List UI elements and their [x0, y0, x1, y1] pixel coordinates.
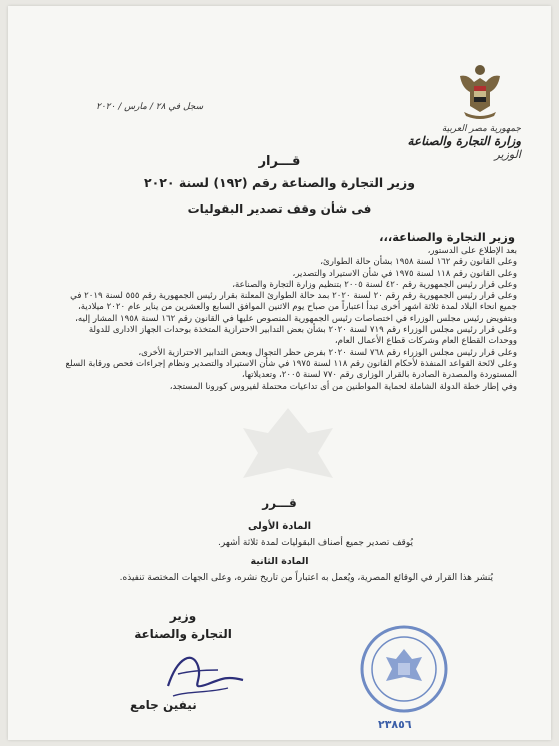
office-name: الوزير: [494, 148, 521, 161]
preamble-line: بعد الإطلاع على الدستور،: [427, 246, 517, 256]
signatory-title: [128, 609, 238, 641]
preamble-line: وعلى قرار رئيس الجمهورية رقم ٤٢٠ لسنة ٢٠٠٥ بتنظيم وزارة التجارة والصناعة،: [232, 279, 517, 290]
article-1-text: يُوقف تصدير جميع أصناف البقوليات لمدة ثلاثة أشهر.: [218, 538, 413, 548]
preamble-line: وعلى لائحة القواعد المنفذة لأحكام القانون رقم ١١٨ لسنة ١٩٧٥ في شأن الاستيراد والتصدير ونظام إجراءات فحص ورقابة السلع المستوردة والمصدرة الصادرة بالقرار الوزارى رقم ٧٧٠ لسنة ٢٠٠٥، وتعديلاتها،: [65, 358, 517, 381]
preamble-line: وفي إطار خطة الدولة الشاملة لحماية المواطنين من أى تداعيات محتملة لفيروس كورونا المستجد،: [169, 381, 517, 392]
decree-subject: فى شأن وقف تصدير البقوليات: [187, 202, 372, 216]
preamble-line: وعلى القانون رقم ١٦٢ لسنة ١٩٥٨ بشأن حالة الطوارئ،: [320, 257, 517, 268]
preamble-line: وعلى قرار رئيس مجلس الوزراء رقم ٧١٩ لسنة ٢٠٢٠ بشأن بعض التدابير الاحترازية المتخذة بوحدات الجهاز الادارى للدولة ووحدات القطاع العام وشركات قطاع الأعمال العام،: [88, 325, 517, 347]
article-2-heading: المادة الثانية: [250, 556, 309, 567]
decree-title: وزير التجارة والصناعة رقم (١٩٢) لسنة ٢٠٢٠: [143, 175, 415, 190]
egypt-eagle-emblem-icon: [456, 62, 504, 120]
signatory-title-line1: وزير: [169, 609, 197, 623]
ministry-name: وزارة التجارة والصناعة: [407, 134, 521, 148]
article-1-heading: المادة الأولى: [247, 521, 312, 532]
signatory-title-line2: التجارة والصناعة: [134, 627, 232, 641]
signatory-name: نيفين جامع: [130, 698, 197, 712]
preamble-line: وعلى القانون رقم ١١٨ لسنة ١٩٧٥ في شأن الاستيراد والتصدير،: [292, 268, 517, 279]
decision-word: قـــرر: [262, 496, 297, 510]
decree-word: قـــرار: [258, 154, 301, 169]
country-name: جمهورية مصر العربية: [441, 124, 521, 134]
seal-number: ٢٣٨٥٦: [378, 718, 412, 731]
article-2-text: يُنشر هذا القرار في الوقائع المصرية، ويُعمل به اعتباراً من تاريخ نشره، وعلى الجهات المختصة تنفيذه.: [119, 573, 493, 583]
decree-page: [8, 6, 551, 740]
watermark-emblem: [213, 398, 363, 508]
official-seal-icon: [358, 623, 450, 715]
handwritten-signature: [158, 646, 248, 701]
registration-note: سجل في ٢٨ / مارس / ٢٠٢٠: [96, 102, 204, 112]
preamble-line: وعلى قرار رئيس الجمهورية رقم رقم ٢٠ لسنة ٢٠٢٠ بمد حالة الطوارئ المعلنة بقرار رئيس الجمهورية رقم ٥٥٥ لسنة ٢٠١٩ في جميع انحاء البلاد لمدة ثلاثة اشهر أخرى تبدأ اعتباراً من صباح يوم الاثنين الموافق السابع والعشرين من يناير عام ٢٠٢٠ ميلادية، وبتفويض رئيس مجلس الوزراء في اختصاصات رئيس الجمهورية المنصوص عليها في القانون رقم ١٦٢ لسنة ١٩٥٨ المشار إليه،: [70, 291, 517, 324]
addressee: وزير التجارة والصناعة،،،: [379, 230, 515, 244]
preamble-line: وعلى قرار رئيس مجلس الوزراء رقم ٧٦٨ لسنة ٢٠٢٠ بفرض حظر التجوال وبعض التدابير الاحترازية الأخرى،: [138, 347, 517, 358]
preamble: [65, 246, 517, 393]
